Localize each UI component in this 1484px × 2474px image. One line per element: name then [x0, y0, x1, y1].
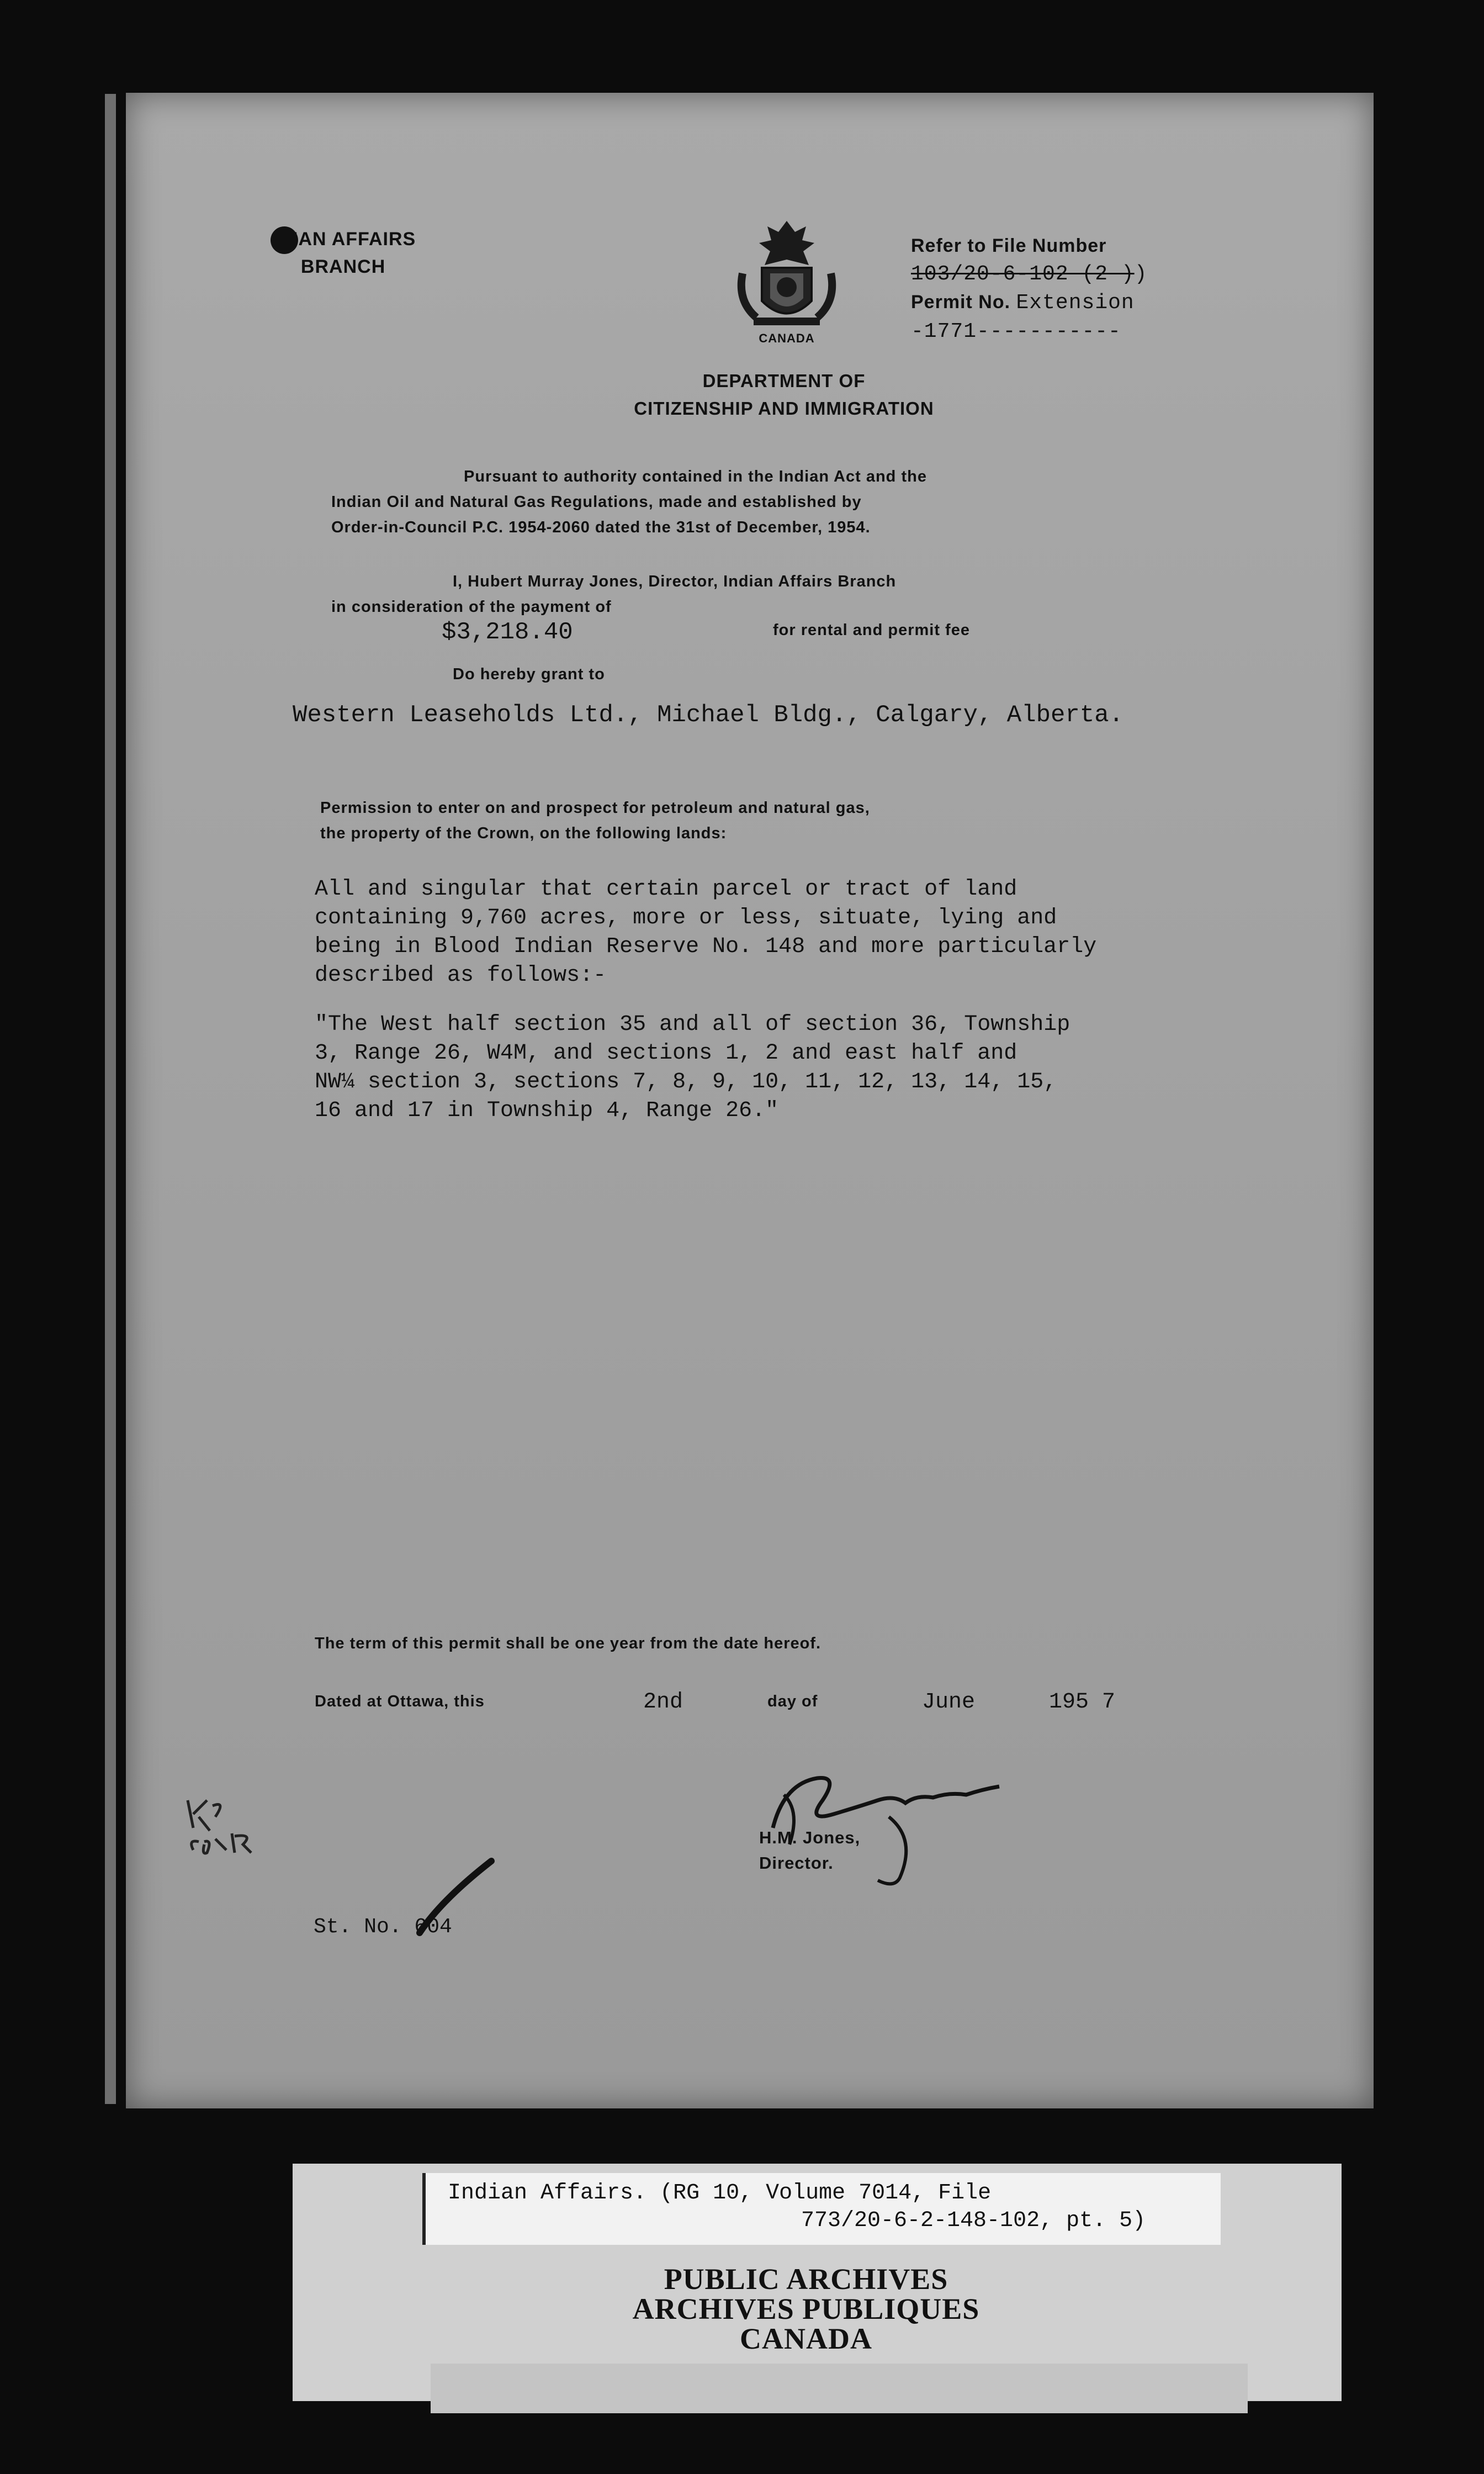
- dated-label: Dated at Ottawa, this: [315, 1693, 485, 1710]
- lands-line: containing 9,760 acres, more or less, situate, lying and: [315, 906, 1057, 931]
- permission-paragraph: [320, 795, 1204, 846]
- archive-stamp-line3: CANADA: [740, 2322, 872, 2355]
- description-line: 3, Range 26, W4M, and sections 1, 2 and east half and: [315, 1041, 1017, 1066]
- description-line: "The West half section 35 and all of section 36, Township: [315, 1012, 1070, 1037]
- archive-stamp: [580, 2264, 1032, 2354]
- coat-of-arms-icon: [732, 218, 842, 329]
- signer-name: H.M. Jones,: [759, 1828, 861, 1847]
- file-number: 103/20-6-102 (2 ): [911, 262, 1135, 286]
- handwritten-initials-icon: [182, 1789, 282, 1872]
- branch-line1: IAN AFFAIRS: [293, 229, 416, 250]
- director-line: I, Hubert Murray Jones, Director, Indian Affairs Branch: [453, 573, 897, 590]
- film-edge: [105, 94, 116, 2104]
- department-line2: CITIZENSHIP AND IMMIGRATION: [634, 398, 934, 419]
- permit-label: Permit No.: [911, 292, 1011, 313]
- payment-amount: $3,218.40: [442, 618, 573, 646]
- archive-stamp-line1: PUBLIC ARCHIVES: [664, 2262, 948, 2296]
- date-year: 195 7: [1049, 1690, 1116, 1715]
- director-line: in consideration of the payment of: [331, 598, 612, 616]
- lands-line: described as follows:-: [315, 963, 607, 988]
- archive-label-strip: [431, 2364, 1248, 2413]
- lands-paragraph: [315, 875, 1308, 990]
- archive-reference-label: [422, 2173, 1221, 2245]
- description-line: NW¼ section 3, sections 7, 8, 9, 10, 11, 12, 13, 14, 15,: [315, 1070, 1057, 1095]
- department-line1: DEPARTMENT OF: [702, 371, 866, 391]
- grant-text: Do hereby grant to: [453, 665, 605, 683]
- day-of-label: day of: [767, 1693, 818, 1710]
- permit-term: The term of this permit shall be one year from the date hereof.: [315, 1635, 822, 1652]
- permit-type: Extension: [1016, 291, 1135, 315]
- lands-line: All and singular that certain parcel or tract of land: [315, 877, 1017, 902]
- permission-line: Permission to enter on and prospect for petroleum and natural gas,: [320, 799, 870, 817]
- grantee-name: Western Leaseholds Ltd., Michael Bldg., Calgary, Alberta.: [293, 701, 1124, 729]
- director-paragraph: [331, 569, 1192, 620]
- refer-label: Refer to File Number: [911, 235, 1107, 256]
- reference-block: Refer to File Number 103/20-6-102 (2 )) Permit No. Extension -1771-----------: [911, 232, 1147, 346]
- permit-number: -1771-----------: [911, 320, 1121, 343]
- signer-block: [759, 1825, 860, 1876]
- branch-header: [271, 226, 416, 279]
- description-line: 16 and 17 in Township 4, Range 26.": [315, 1098, 779, 1123]
- archive-stamp-line2: ARCHIVES PUBLIQUES: [632, 2292, 980, 2325]
- land-description: [315, 1011, 1308, 1125]
- archive-ref-line1: Indian Affairs. (RG 10, Volume 7014, File: [448, 2181, 992, 2206]
- archive-ref-line2: 773/20-6-2-148-102, pt. 5): [801, 2208, 1146, 2233]
- date-day: 2nd: [643, 1690, 683, 1715]
- authority-line: Order-in-Council P.C. 1954-2060 dated the 31st of December, 1954.: [331, 519, 871, 536]
- lands-line: being in Blood Indian Reserve No. 148 and more particularly: [315, 934, 1097, 959]
- signer-title: Director.: [759, 1853, 834, 1873]
- authority-line: Pursuant to authority contained in the Indian Act and the: [464, 468, 927, 485]
- authority-line: Indian Oil and Natural Gas Regulations, made and established by: [331, 493, 862, 511]
- fee-text: for rental and permit fee: [773, 621, 970, 639]
- coat-of-arms-caption: CANADA: [759, 331, 815, 345]
- permission-line: the property of the Crown, on the following lands:: [320, 824, 727, 842]
- authority-paragraph: [331, 464, 1192, 540]
- department-name: [585, 367, 983, 422]
- station-number: St. No. 604: [314, 1915, 452, 1939]
- branch-line2: BRANCH: [300, 256, 386, 278]
- date-month: June: [922, 1690, 976, 1715]
